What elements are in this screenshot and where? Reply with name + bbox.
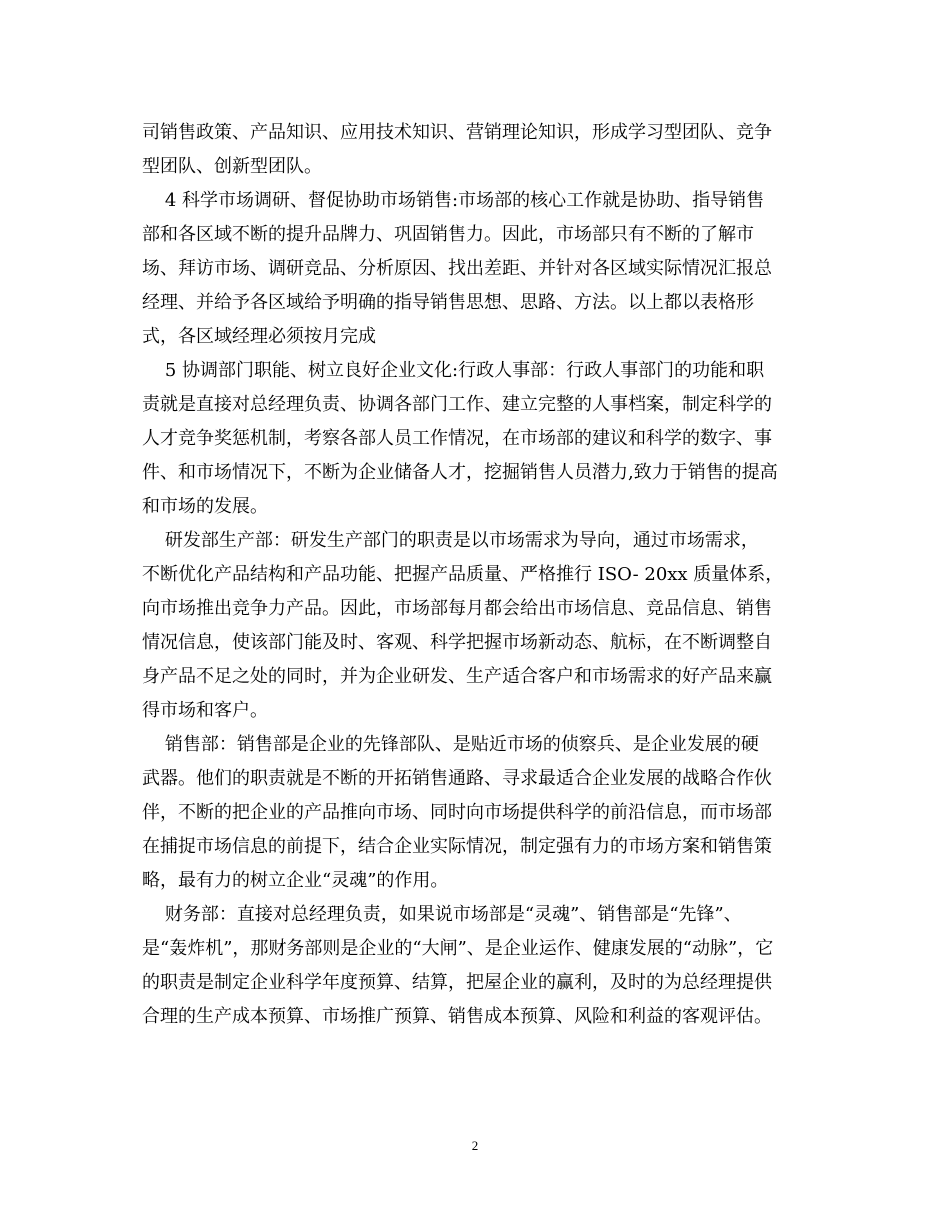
text-line: 武器。他们的职责就是不断的开拓销售通路、寻求最适合企业发展的战略合作伙 bbox=[142, 768, 772, 789]
paragraph-sales-department bbox=[142, 728, 807, 898]
text-line: 司销售政策、产品知识、应用技术知识、营销理论知识，形成学习型团队、竞争 bbox=[142, 122, 772, 143]
text-line: 财务部：直接对总经理负责，如果说市场部是“灵魂”、销售部是“先锋”、 bbox=[142, 904, 742, 925]
text-line: 经理、并给予各区域给予明确的指导销售思想、思路、方法。以上都以表格形 bbox=[142, 292, 754, 313]
text-line: 得市场和客户。 bbox=[142, 700, 268, 721]
page-number: 2 bbox=[471, 1138, 479, 1153]
paragraph-hr-department bbox=[142, 354, 807, 524]
text-line: 不断优化产品结构和产品功能、把握产品质量、严格推行 ISO- 20xx 质量体系， bbox=[142, 564, 784, 585]
text-line: 销售部：销售部是企业的先锋部队、是贴近市场的侦察兵、是企业发展的硬 bbox=[142, 734, 759, 755]
text-line: 略，最有力的树立企业“灵魂”的作用。 bbox=[142, 870, 449, 891]
text-line: 场、拜访市场、调研竞品、分析原因、找出差距、并针对各区域实际情况汇报总 bbox=[142, 258, 772, 279]
text-line: 在捕捉市场信息的前提下，结合企业实际情况，制定强有力的市场方案和销售策 bbox=[142, 836, 772, 857]
text-line: 是“轰炸机”，那财务部则是企业的“大闸”、是企业运作、健康发展的“动脉”，它 bbox=[142, 938, 774, 959]
text-line: 式，各区域经理必须按月完成 bbox=[142, 326, 376, 347]
paragraph-market-research bbox=[142, 184, 807, 354]
text-line: 5 协调部门职能、树立良好企业文化:行政人事部：行政人事部门的功能和职 bbox=[142, 360, 765, 381]
paragraph-finance-department bbox=[142, 898, 807, 1034]
text-line: 部和各区域不断的提升品牌力、巩固销售力。因此，市场部只有不断的了解市 bbox=[142, 224, 754, 245]
document-body bbox=[142, 116, 807, 1034]
paragraph-sales-training-tail bbox=[142, 116, 807, 184]
text-line: 情况信息，使该部门能及时、客观、科学把握市场新动态、航标，在不断调整自 bbox=[142, 632, 772, 653]
text-line: 研发部生产部：研发生产部门的职责是以市场需求为导向，通过市场需求， bbox=[142, 530, 759, 551]
text-line: 合理的生产成本预算、市场推广预算、销售成本预算、风险和利益的客观评估。 bbox=[142, 1006, 772, 1027]
text-line: 4 科学市场调研、督促协助市场销售:市场部的核心工作就是协助、指导销售 bbox=[142, 190, 765, 211]
text-line: 和市场的发展。 bbox=[142, 496, 268, 517]
text-line: 身产品不足之处的同时，并为企业研发、生产适合客户和市场需求的好产品来赢 bbox=[142, 666, 772, 687]
paragraph-rd-production bbox=[142, 524, 807, 728]
text-line: 人才竞争奖惩机制，考察各部人员工作情况，在市场部的建议和科学的数字、事 bbox=[142, 428, 772, 449]
text-line: 的职责是制定企业科学年度预算、结算，把屋企业的赢利，及时的为总经理提供 bbox=[142, 972, 772, 993]
text-line: 伴，不断的把企业的产品推向市场、同时向市场提供科学的前沿信息，而市场部 bbox=[142, 802, 772, 823]
text-line: 型团队、创新型团队。 bbox=[142, 156, 322, 177]
text-line: 件、和市场情况下，不断为企业储备人才，挖掘销售人员潜力,致力于销售的提高 bbox=[142, 462, 778, 483]
text-line: 向市场推出竞争力产品。因此，市场部每月都会给出市场信息、竞品信息、销售 bbox=[142, 598, 772, 619]
text-line: 责就是直接对总经理负责、协调各部门工作、建立完整的人事档案，制定科学的 bbox=[142, 394, 772, 415]
